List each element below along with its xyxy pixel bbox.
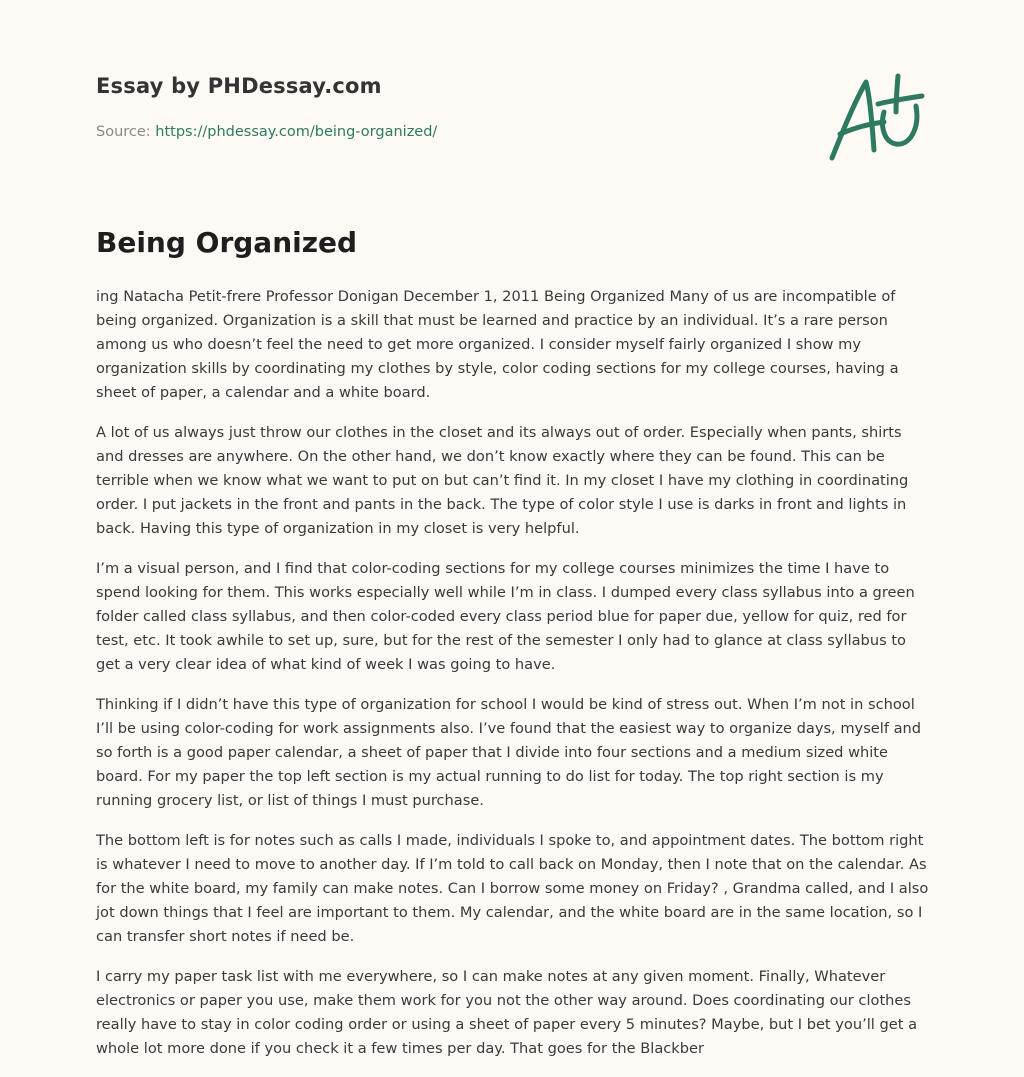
source-label: Source:: [96, 124, 151, 140]
essay-paragraph-2: A lot of us always just throw our clothes in the closet and its always out of order. Especially when pants, shirts and dresses are anywhere. On the other hand, we don’t know exactly where they can be found. This can be terrible when we know what we want to put on but can’t find it. In my closet I have my clothing in coordinating order. I put jackets in the front and pants in the back. The type of color style I use is darks in front and lights in back. Having this type of organization in my closet is very helpful.: [96, 424, 909, 537]
source-line: [96, 124, 437, 140]
source-link[interactable]: https://phdessay.com/being-organized/: [155, 124, 438, 140]
page-header: [96, 74, 928, 174]
essay-paragraph-3: I’m a visual person, and I find that color-coding sections for my college courses minimizes the time I have to spend looking for them. This works especially well while I’m in class. I dumped every class syllabus into a green folder called class syllabus, and then color-coded every class period blue for paper due, yellow for quiz, red for test, etc. It took awhile to set up, sure, but for the rest of the semester I only had to glance at class syllabus to get a very clear idea of what kind of week I was going to have.: [96, 560, 915, 673]
essay-paragraph-6: I carry my paper task list with me everywhere, so I can make notes at any given moment. Finally, Whatever electronics or paper you use, make them work for you not the other way around. Does coordinating our clothes really have to stay in color coding order or using a sheet of paper every 5 minutes? Maybe, but I bet you’ll get a whole lot more done if you check it a few times per day. That goes for the Blackber: [96, 968, 918, 1057]
essay-body: [96, 285, 930, 1077]
essay-paragraph-4: Thinking if I didn’t have this type of organization for school I would be kind of stress out. When I’m not in school I’ll be using color-coding for work assignments also. I’ve found that the easiest way to organize days, myself and so forth is a good paper calendar, a sheet of paper that I divide into four sections and a medium sized white board. For my paper the top left section is my actual running to do list for today. The top right section is my running grocery list, or list of things I must purchase.: [96, 696, 922, 809]
a-plus-logo-icon: [824, 68, 928, 162]
essay-paragraph-1: ing Natacha Petit-frere Professor Donigan December 1, 2011 Being Organized Many of us are incompatible of being organized. Organization is a skill that must be learned and practice by an individual. It’s a rare person among us who doesn’t feel the need to get more organized. I consider myself fairly organized I show my organization skills by coordinating my clothes by style, color coding sections for my college courses, having a sheet of paper, a calendar and a white board.: [96, 288, 899, 401]
essay-title: Being Organized: [96, 226, 358, 259]
site-title: Essay by PHDessay.com: [96, 74, 382, 98]
essay-paragraph-5: The bottom left is for notes such as calls I made, individuals I spoke to, and appointment dates. The bottom right is whatever I need to move to another day. If I’m told to call back on Monday, then I note that on the calendar. As for the white board, my family can make notes. Can I borrow some money on Friday? , Grandma called, and I also jot down things that I feel are important to them. My calendar, and the white board are in the same location, so I can transfer short notes if need be.: [96, 832, 929, 945]
